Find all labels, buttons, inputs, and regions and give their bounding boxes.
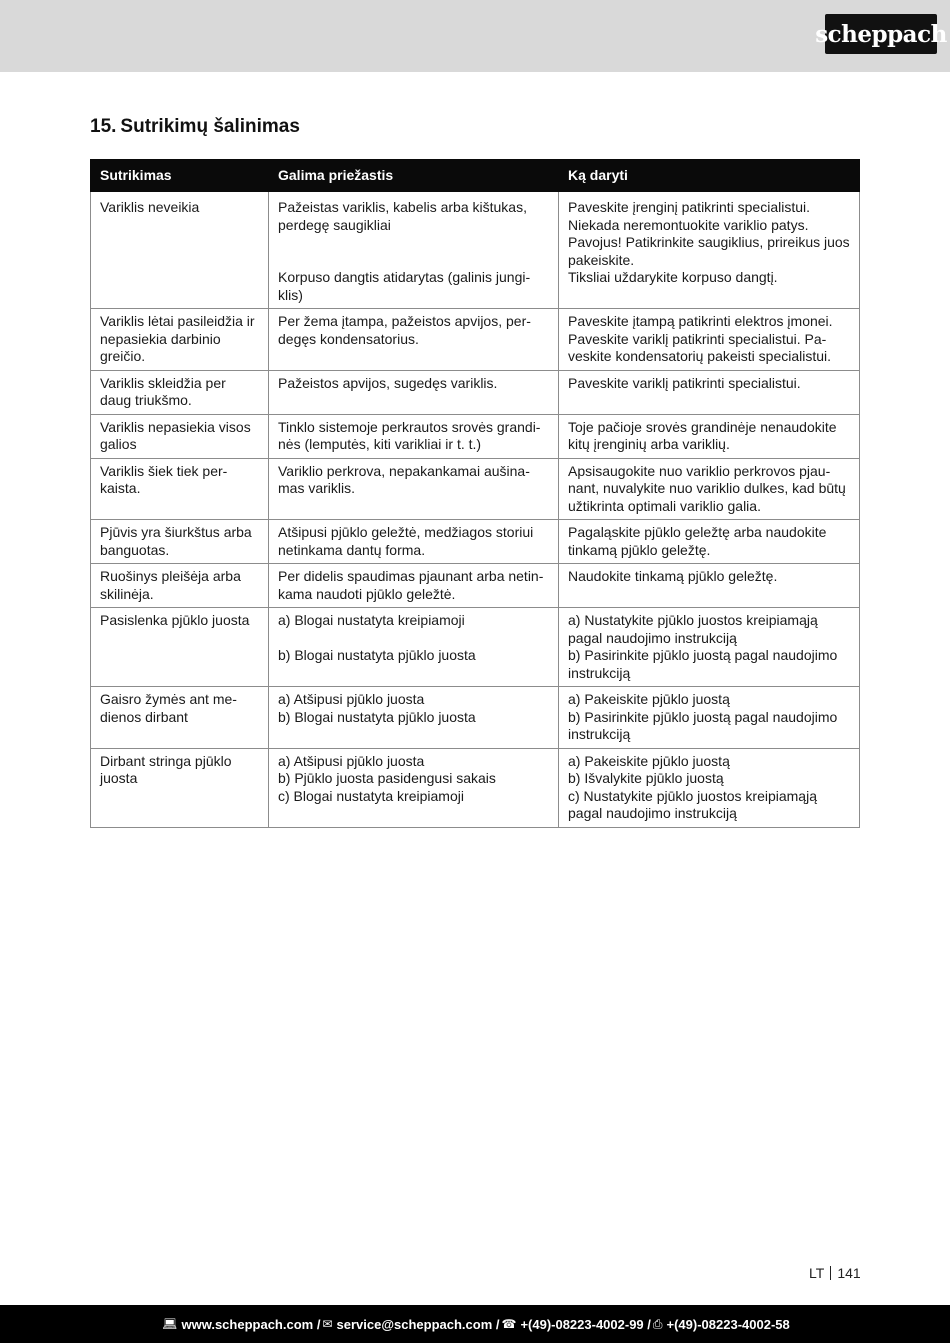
table-row bbox=[91, 458, 860, 520]
cause-cell: Per didelis spaudimas pjaunant arba netin-kama naudoti pjūklo geležtė. bbox=[269, 564, 559, 608]
action-cell bbox=[559, 608, 860, 687]
cause-text: b) Blogai nustatyta pjūklo juosta bbox=[278, 646, 476, 663]
header-cause: Galima priežastis bbox=[269, 160, 559, 192]
table-row bbox=[91, 414, 860, 458]
header-problem: Sutrikimas bbox=[91, 160, 269, 192]
problem-cell: Variklis neveikia bbox=[91, 192, 269, 309]
table-header-row bbox=[91, 160, 860, 192]
footer-website[interactable]: www.scheppach.com / bbox=[181, 1316, 321, 1332]
action-text: a) Nustatykite pjūklo juostos kreipiamąją pagal naudojimo instrukciją bbox=[568, 612, 818, 646]
table-row bbox=[91, 748, 860, 827]
mail-icon: ✉︎ bbox=[322, 1317, 333, 1331]
table-row bbox=[91, 564, 860, 608]
cause-text: Korpuso dangtis atidarytas (galinis jungi-klis) bbox=[278, 269, 531, 303]
problem-cell: Variklis šiek tiek per-kaista. bbox=[91, 458, 269, 520]
problem-cell: Variklis skleidžia per daug triukšmo. bbox=[91, 370, 269, 414]
page-lang: LT bbox=[809, 1265, 825, 1281]
action-text: Paveskite įrenginį patikrinti specialistui. Niekada neremontuokite variklio patys. Pavojus! Patikrinkite saugiklius, prireikus juos pakeiskite. bbox=[568, 199, 850, 268]
action-text: a) Pakeiskite pjūklo juostą bbox=[568, 752, 730, 769]
cause-text: b) Blogai nustatyta pjūklo juosta bbox=[278, 708, 476, 725]
table-row bbox=[91, 370, 860, 414]
logo-text: scheppach bbox=[815, 20, 947, 48]
problem-cell: Variklis nepasiekia visos galios bbox=[91, 414, 269, 458]
action-cell: Toje pačioje srovės grandinėje nenaudokite kitų įrenginių arba variklių. bbox=[559, 414, 860, 458]
cause-cell: Tinklo sistemoje perkrautos srovės grandi-nės (lemputės, kiti varikliai ir t. t.) bbox=[269, 414, 559, 458]
header-action: Ką daryti bbox=[559, 160, 860, 192]
troubleshooting-table bbox=[90, 159, 860, 828]
action-text: c) Nustatykite pjūklo juostos kreipiamąją pagal naudojimo instrukciją bbox=[568, 787, 817, 821]
action-cell: Naudokite tinkamą pjūklo geležtę. bbox=[559, 564, 860, 608]
cause-cell bbox=[269, 687, 559, 749]
section-heading bbox=[90, 116, 300, 138]
page-number bbox=[809, 1265, 861, 1281]
footer-email[interactable]: service@scheppach.com / bbox=[336, 1316, 500, 1332]
action-cell: Pagaląskite pjūklo geležtę arba naudokite tinkamą pjūklo geležtę. bbox=[559, 520, 860, 564]
action-text: b) Pasirinkite pjūklo juostą pagal naudojimo instrukciją bbox=[568, 647, 838, 681]
problem-cell: Pjūvis yra šiurkštus arba banguotas. bbox=[91, 520, 269, 564]
table-row bbox=[91, 192, 860, 309]
footer-bar bbox=[0, 1305, 950, 1343]
problem-cell: Variklis lėtai pasileidžia ir nepasiekia darbinio greičio. bbox=[91, 309, 269, 371]
cause-cell bbox=[269, 192, 559, 309]
action-text: b) Pasirinkite pjūklo juostą pagal naudojimo instrukciją bbox=[568, 708, 838, 742]
footer-phone: +(49)-08223-4002-99 / bbox=[520, 1316, 651, 1332]
action-cell: Paveskite variklį patikrinti specialistui. bbox=[559, 370, 860, 414]
action-text: a) Pakeiskite pjūklo juostą bbox=[568, 691, 730, 707]
cause-cell bbox=[269, 748, 559, 827]
cause-cell: Variklio perkrova, nepakankamai aušina-mas variklis. bbox=[269, 458, 559, 520]
cause-text: b) Pjūklo juosta pasidengusi sakais bbox=[278, 770, 496, 786]
table-row bbox=[91, 520, 860, 564]
section-title: Sutrikimų šalinimas bbox=[120, 116, 300, 137]
table-row bbox=[91, 687, 860, 749]
cause-text: c) Blogai nustatyta kreipiamoji bbox=[278, 787, 464, 804]
scheppach-logo bbox=[815, 14, 947, 54]
cause-text: a) Blogai nustatyta kreipiamoji bbox=[278, 612, 465, 628]
section-number: 15. bbox=[90, 116, 117, 137]
action-cell bbox=[559, 687, 860, 749]
cause-text: Pažeistas variklis, kabelis arba kištukas, perdegę saugikliai bbox=[278, 199, 527, 233]
phone-icon: ☎︎ bbox=[501, 1317, 517, 1331]
cause-text: a) Atšipusi pjūklo juosta bbox=[278, 752, 425, 769]
action-text: b) Išvalykite pjūklo juostą bbox=[568, 770, 724, 786]
cause-cell: Atšipusi pjūklo geležtė, medžiagos storiui netinkama dantų forma. bbox=[269, 520, 559, 564]
fax-icon: ⎙ bbox=[652, 1316, 663, 1331]
action-cell: Apsisaugokite nuo variklio perkrovos pjau-nant, nuvalykite nuo variklio dulkes, kad būtų užtikrinta optimali variklio galia. bbox=[559, 458, 860, 520]
problem-cell: Dirbant stringa pjūklo juosta bbox=[91, 748, 269, 827]
action-cell bbox=[559, 748, 860, 827]
top-bar bbox=[0, 0, 950, 72]
problem-cell: Ruošinys pleišėja arba skilinėja. bbox=[91, 564, 269, 608]
action-cell bbox=[559, 192, 860, 309]
footer-fax: +(49)-08223-4002-58 bbox=[666, 1316, 790, 1332]
table-row bbox=[91, 309, 860, 371]
page-separator bbox=[830, 1266, 831, 1280]
cause-cell: Per žema įtampa, pažeistos apvijos, per-degęs kondensatorius. bbox=[269, 309, 559, 371]
table-row bbox=[91, 608, 860, 687]
cause-cell bbox=[269, 608, 559, 687]
problem-cell: Gaisro žymės ant me-dienos dirbant bbox=[91, 687, 269, 749]
computer-icon: 💻︎ bbox=[162, 1317, 178, 1331]
cause-text: a) Atšipusi pjūklo juosta bbox=[278, 691, 425, 707]
problem-cell: Pasislenka pjūklo juosta bbox=[91, 608, 269, 687]
page-num: 141 bbox=[837, 1265, 861, 1281]
action-text: Tiksliai uždarykite korpuso dangtį. bbox=[568, 269, 778, 285]
action-cell: Paveskite įtampą patikrinti elektros įmonei. Paveskite variklį patikrinti specialistui. Pa-veskite kondensatorių pakeisti specialistui. bbox=[559, 309, 860, 371]
cause-cell: Pažeistos apvijos, sugedęs variklis. bbox=[269, 370, 559, 414]
